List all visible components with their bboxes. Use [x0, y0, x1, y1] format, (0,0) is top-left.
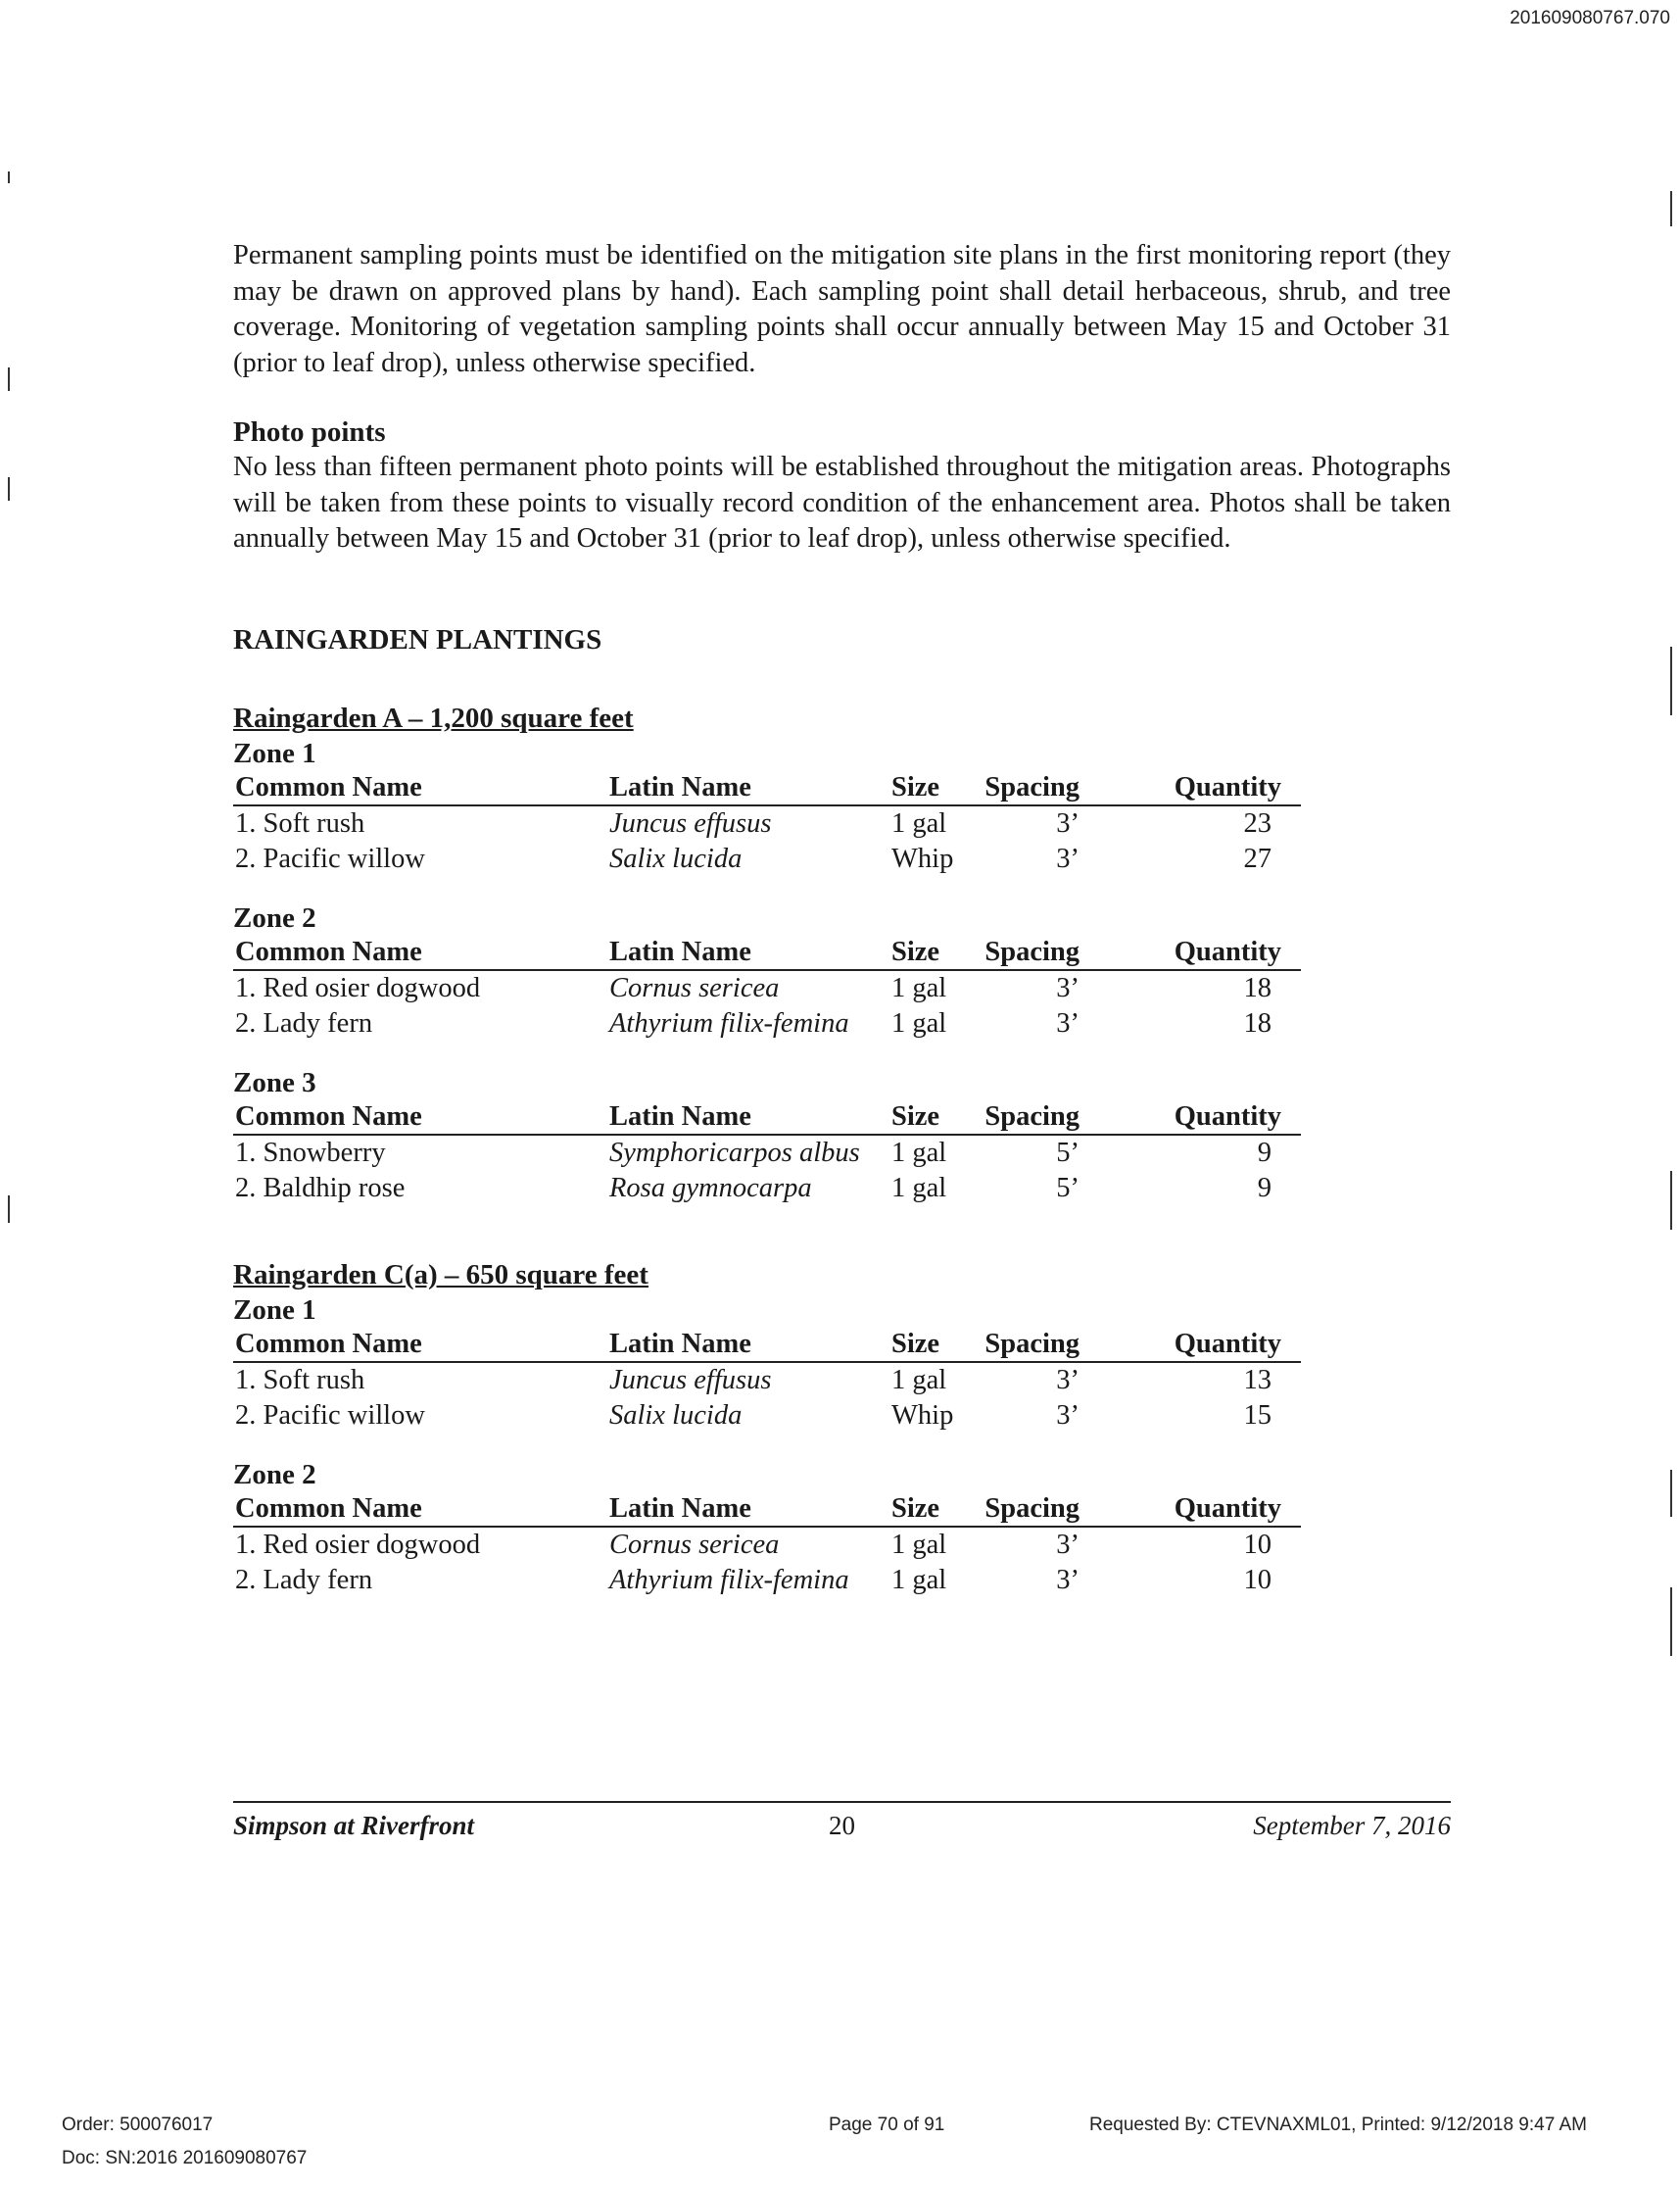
photo-points-paragraph: No less than fifteen permanent photo points will be established throughout the mitigation areas. Photographs will be taken from these points to visually record condition of the enhancement area. Photos shall be taken annually between May 15 and October 31 (prior to leaf drop), unless otherwise specified.	[233, 451, 1451, 555]
zone-block	[233, 736, 1451, 877]
cell-latin-name: Cornus sericea	[609, 1529, 780, 1560]
footer-date: September 7, 2016	[1253, 1811, 1451, 1840]
cell-latin-name: Cornus sericea	[609, 972, 780, 1003]
table-header-row	[233, 771, 1301, 806]
cell-quantity: 27	[1243, 843, 1272, 874]
header-quantity: Quantity	[1174, 771, 1281, 803]
table-header-row	[233, 936, 1301, 971]
header-common-name: Common Name	[235, 1328, 422, 1359]
table-row	[233, 1398, 1301, 1434]
cell-latin-name: Juncus effusus	[609, 807, 772, 839]
header-size: Size	[891, 771, 940, 803]
header-size: Size	[891, 1100, 940, 1132]
cell-size: Whip	[891, 843, 954, 874]
header-latin-name: Latin Name	[609, 1100, 751, 1132]
header-common-name: Common Name	[235, 1492, 422, 1524]
cell-size: 1 gal	[891, 1007, 947, 1039]
cell-size: 1 gal	[891, 1364, 947, 1395]
document-stamp-number: 201609080767.070	[1510, 8, 1670, 28]
scan-margin-mark	[1670, 1171, 1672, 1230]
cell-common-name: 2. Lady fern	[235, 1564, 373, 1595]
header-spacing: Spacing	[984, 1328, 1080, 1359]
header-latin-name: Latin Name	[609, 771, 751, 803]
cell-spacing: 3’	[1056, 807, 1080, 839]
cell-size: 1 gal	[891, 1529, 947, 1560]
header-size: Size	[891, 1492, 940, 1524]
table-header-row	[233, 1492, 1301, 1528]
table-header-row	[233, 1100, 1301, 1136]
table-row	[233, 1171, 1301, 1206]
cell-spacing: 5’	[1056, 1172, 1080, 1203]
scan-margin-mark	[1670, 1470, 1672, 1517]
cell-quantity: 9	[1257, 1137, 1272, 1168]
cell-size: 1 gal	[891, 1137, 947, 1168]
cell-size: 1 gal	[891, 807, 947, 839]
raingarden-section	[233, 701, 1451, 1206]
scan-margin-mark	[1670, 191, 1672, 226]
zone-title: Zone 2	[233, 901, 316, 934]
page-footer	[233, 1801, 1451, 1842]
header-size: Size	[891, 936, 940, 967]
cell-latin-name: Rosa gymnocarpa	[609, 1172, 812, 1203]
cell-common-name: 1. Soft rush	[235, 1364, 365, 1395]
cell-common-name: 2. Pacific willow	[235, 1399, 425, 1431]
sampling-points-paragraph: Permanent sampling points must be identified on the mitigation site plans in the first monitoring report (they may be drawn on approved plans by hand). Each sampling point shall detail herbaceous, shrub, and tree coverage. Monitoring of vegetation sampling points shall occur annually between May 15 and October 31 (prior to leaf drop), unless otherwise specified.	[233, 240, 1451, 379]
table-row	[233, 1136, 1301, 1171]
zone-title: Zone 2	[233, 1458, 316, 1490]
footer-project-name: Simpson at Riverfront	[233, 1811, 475, 1840]
cell-quantity: 10	[1243, 1564, 1272, 1595]
cell-size: 1 gal	[891, 1172, 947, 1203]
header-spacing: Spacing	[984, 936, 1080, 967]
raingarden-title: Raingarden A – 1,200 square feet	[233, 702, 634, 734]
header-latin-name: Latin Name	[609, 1328, 751, 1359]
table-header-row	[233, 1328, 1301, 1363]
cell-spacing: 5’	[1056, 1137, 1080, 1168]
cell-latin-name: Athyrium filix-femina	[609, 1007, 849, 1039]
cell-common-name: 1. Red osier dogwood	[235, 972, 481, 1003]
cell-spacing: 3’	[1056, 1529, 1080, 1560]
cell-latin-name: Athyrium filix-femina	[609, 1564, 849, 1595]
header-spacing: Spacing	[984, 1100, 1080, 1132]
cell-spacing: 3’	[1056, 1364, 1080, 1395]
cell-spacing: 3’	[1056, 1007, 1080, 1039]
table-row	[233, 806, 1301, 842]
cell-size: 1 gal	[891, 972, 947, 1003]
cell-common-name: 2. Pacific willow	[235, 843, 425, 874]
raingarden-section	[233, 1257, 1451, 1598]
cell-size: Whip	[891, 1399, 954, 1431]
photo-points-heading: Photo points	[233, 415, 386, 448]
cell-latin-name: Salix lucida	[609, 843, 743, 874]
scan-margin-mark	[8, 367, 10, 391]
cell-latin-name: Salix lucida	[609, 1399, 743, 1431]
header-spacing: Spacing	[984, 771, 1080, 803]
table-row	[233, 1563, 1301, 1598]
cell-spacing: 3’	[1056, 843, 1080, 874]
scan-margin-mark	[8, 477, 10, 501]
table-row	[233, 1528, 1301, 1563]
cell-common-name: 2. Baldhip rose	[235, 1172, 406, 1203]
cell-latin-name: Juncus effusus	[609, 1364, 772, 1395]
cell-spacing: 3’	[1056, 1564, 1080, 1595]
cell-quantity: 18	[1243, 972, 1272, 1003]
scan-margin-mark	[8, 1195, 10, 1223]
scan-margin-mark	[8, 171, 10, 183]
header-latin-name: Latin Name	[609, 1492, 751, 1524]
requested-by-line: Requested By: CTEVNAXML01, Printed: 9/12/2018 9:47 AM	[1089, 2115, 1588, 2135]
header-common-name: Common Name	[235, 936, 422, 967]
cell-quantity: 18	[1243, 1007, 1272, 1039]
cell-common-name: 2. Lady fern	[235, 1007, 373, 1039]
cell-quantity: 9	[1257, 1172, 1272, 1203]
footer-page-number: 20	[829, 1811, 855, 1840]
cell-spacing: 3’	[1056, 972, 1080, 1003]
raingarden-tables	[233, 701, 1451, 1598]
cell-quantity: 23	[1243, 807, 1272, 839]
cell-latin-name: Symphoricarpos albus	[609, 1137, 860, 1168]
table-row	[233, 842, 1301, 877]
doc-number: Doc: SN:2016 201609080767	[62, 2148, 308, 2168]
raingarden-plantings-heading: RAINGARDEN PLANTINGS	[233, 623, 602, 656]
scan-margin-mark	[1670, 1587, 1672, 1656]
cell-spacing: 3’	[1056, 1399, 1080, 1431]
zone-block	[233, 1065, 1451, 1206]
header-spacing: Spacing	[984, 1492, 1080, 1524]
cell-common-name: 1. Soft rush	[235, 807, 365, 839]
header-common-name: Common Name	[235, 1100, 422, 1132]
table-row	[233, 1363, 1301, 1398]
cell-common-name: 1. Red osier dogwood	[235, 1529, 481, 1560]
order-number: Order: 500076017	[62, 2115, 214, 2135]
table-row	[233, 971, 1301, 1006]
cell-quantity: 15	[1243, 1399, 1272, 1431]
page-of-count: Page 70 of 91	[829, 2115, 945, 2135]
zone-block	[233, 1292, 1451, 1434]
header-size: Size	[891, 1328, 940, 1359]
cell-common-name: 1. Snowberry	[235, 1137, 386, 1168]
zone-block	[233, 1457, 1451, 1598]
zone-block	[233, 900, 1451, 1042]
zone-title: Zone 3	[233, 1066, 316, 1098]
header-quantity: Quantity	[1174, 1492, 1281, 1524]
header-quantity: Quantity	[1174, 936, 1281, 967]
header-common-name: Common Name	[235, 771, 422, 803]
raingarden-title: Raingarden C(a) – 650 square feet	[233, 1258, 648, 1290]
zone-title: Zone 1	[233, 1293, 316, 1326]
header-quantity: Quantity	[1174, 1328, 1281, 1359]
table-row	[233, 1006, 1301, 1042]
header-quantity: Quantity	[1174, 1100, 1281, 1132]
zone-title: Zone 1	[233, 737, 316, 769]
header-latin-name: Latin Name	[609, 936, 751, 967]
cell-quantity: 10	[1243, 1529, 1272, 1560]
cell-quantity: 13	[1243, 1364, 1272, 1395]
scan-margin-mark	[1670, 647, 1672, 715]
document-page-body	[233, 238, 1451, 1598]
cell-size: 1 gal	[891, 1564, 947, 1595]
